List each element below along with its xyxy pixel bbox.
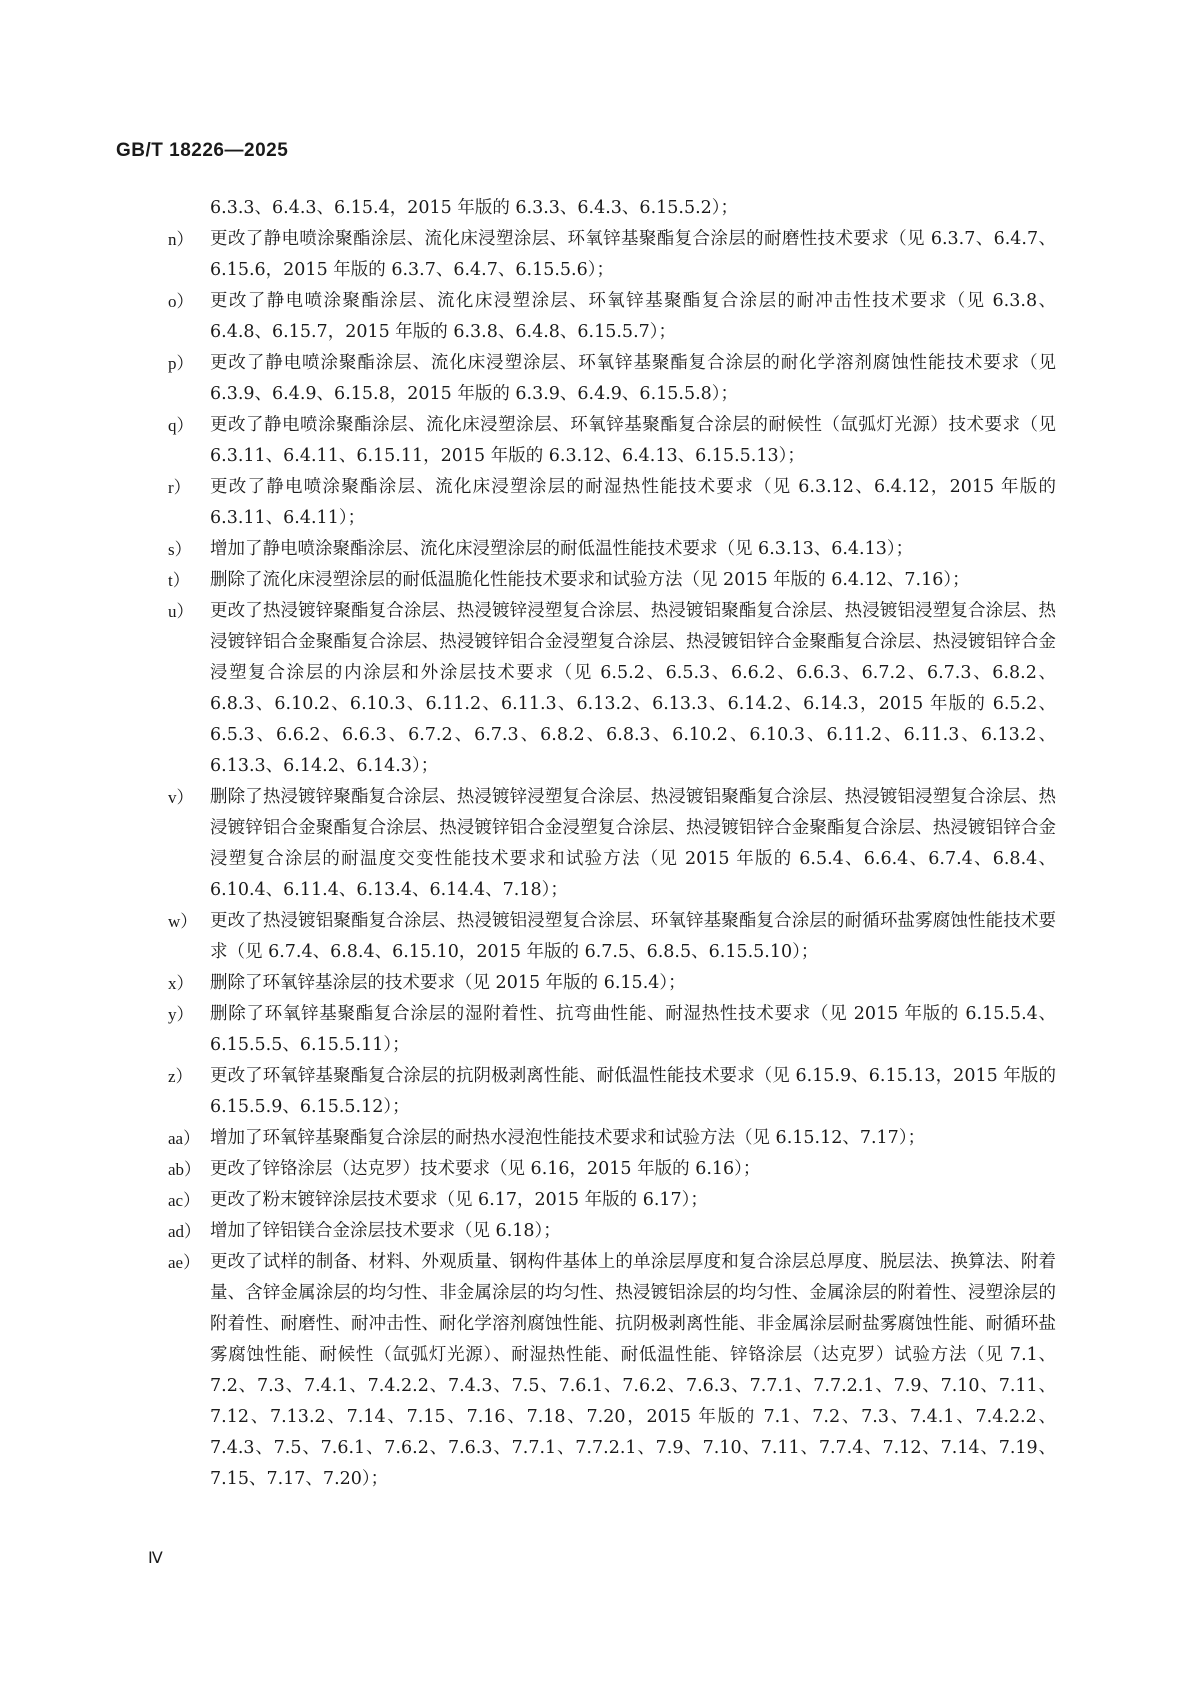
list-item-text: 更改了试样的制备、材料、外观质量、钢构件基体上的单涂层厚度和复合涂层总厚度、脱层法、换算法、附着量、含锌金属涂层的均匀性、非金属涂层的均匀性、热浸镀铝涂层的均匀性、金属涂层的附着性、浸塑涂层的附着性、耐磨性、耐冲击性、耐化学溶剂腐蚀性能、抗阴极剥离性能、非金属涂层耐盐雾腐蚀性能、耐循环盐雾腐蚀性能、耐候性（氙弧灯光源）、耐湿热性能、耐低温性能、锌铬涂层（达克罗）试验方法（见 7.1、7.2、7.3、7.4.1、7.4.2.2、7.4.3、7.5、7.6.1、7.6.2、7.6.3、7.7.1、7.7.2.1、7.9、7.10、7.11、7.12、7.13.2、7.14、7.15、7.16、7.18、7.20，2015 年版的 7.1、7.2、7.3、7.4.1、7.4.2.2、7.4.3、7.5、7.6.1、7.6.2、7.6.3、7.7.1、7.7.2.1、7.9、7.10、7.11、7.7.4、7.12、7.14、7.19、7.15、7.17、7.20）； [210, 1252, 1056, 1489]
list-item [158, 1185, 1056, 1216]
list-item-label: ac） [168, 1191, 201, 1210]
list-item-text: 更改了静电喷涂聚酯涂层、流化床浸塑涂层、环氧锌基聚酯复合涂层的耐化学溶剂腐蚀性能技术要求（见 6.3.9、6.4.9、6.15.8，2015 年版的 6.3.9、6.4.9、6.15.5.8）； [210, 353, 1056, 404]
list-item [158, 1061, 1056, 1123]
list-item-label: r） [168, 478, 191, 497]
list-item [158, 1247, 1056, 1495]
change-list [158, 193, 1056, 1495]
list-item [158, 410, 1056, 472]
list-item [158, 286, 1056, 348]
list-item-label: y） [168, 1005, 194, 1024]
list-item [158, 348, 1056, 410]
list-item-text: 更改了热浸镀铝聚酯复合涂层、热浸镀铝浸塑复合涂层、环氧锌基聚酯复合涂层的耐循环盐雾腐蚀性能技术要求（见 6.7.4、6.8.4、6.15.10，2015 年版的 6.7.5、6.8.5、6.15.5.10）； [210, 911, 1056, 962]
list-item-text: 删除了热浸镀锌聚酯复合涂层、热浸镀锌浸塑复合涂层、热浸镀铝聚酯复合涂层、热浸镀铝浸塑复合涂层、热浸镀锌铝合金聚酯复合涂层、热浸镀锌铝合金浸塑复合涂层、热浸镀铝锌合金聚酯复合涂层、热浸镀铝锌合金浸塑复合涂层的耐温度交变性能技术要求和试验方法（见 2015 年版的 6.5.4、6.6.4、6.7.4、6.8.4、6.10.4、6.11.4、6.13.4、6.14.4、7.18）； [210, 787, 1056, 900]
list-item [158, 906, 1056, 968]
list-item-label: aa） [168, 1129, 201, 1148]
list-item-text: 删除了环氧锌基涂层的技术要求（见 2015 年版的 6.15.4）； [210, 973, 686, 993]
list-item [158, 1216, 1056, 1247]
list-item [158, 565, 1056, 596]
list-item-text: 更改了静电喷涂聚酯涂层、流化床浸塑涂层的耐湿热性能技术要求（见 6.3.12、6.4.12，2015 年版的 6.3.11、6.4.11）； [210, 477, 1056, 528]
list-item-label: x） [168, 974, 194, 993]
list-item [158, 999, 1056, 1061]
list-item-label: v） [168, 788, 194, 807]
list-item-label: o） [168, 292, 194, 311]
list-item-label: p） [168, 354, 194, 373]
list-item [158, 596, 1056, 782]
list-item [158, 472, 1056, 534]
list-item-label: q） [168, 416, 194, 435]
list-item [158, 782, 1056, 906]
list-item-continuation: 6.3.3、6.4.3、6.15.4，2015 年版的 6.3.3、6.4.3、6.15.5.2）； [210, 198, 739, 218]
list-item [158, 224, 1056, 286]
list-item [158, 1123, 1056, 1154]
list-item-text: 更改了热浸镀锌聚酯复合涂层、热浸镀锌浸塑复合涂层、热浸镀铝聚酯复合涂层、热浸镀铝浸塑复合涂层、热浸镀锌铝合金聚酯复合涂层、热浸镀锌铝合金浸塑复合涂层、热浸镀铝锌合金聚酯复合涂层、热浸镀铝锌合金浸塑复合涂层的内涂层和外涂层技术要求（见 6.5.2、6.5.3、6.6.2、6.6.3、6.7.2、6.7.3、6.8.2、6.8.3、6.10.2、6.10.3、6.11.2、6.11.3、6.13.2、6.13.3、6.14.2、6.14.3，2015 年版的 6.5.2、6.5.3、6.6.2、6.6.3、6.7.2、6.7.3、6.8.2、6.8.3、6.10.2、6.10.3、6.11.2、6.11.3、6.13.2、6.13.3、6.14.2、6.14.3）； [210, 601, 1056, 776]
list-item [158, 534, 1056, 565]
list-item-text: 更改了粉末镀锌涂层技术要求（见 6.17，2015 年版的 6.17）； [210, 1190, 708, 1210]
list-item [158, 968, 1056, 999]
list-item-label: w） [168, 912, 198, 931]
list-item-text: 删除了流化床浸塑涂层的耐低温脆化性能技术要求和试验方法（见 2015 年版的 6.4.12、7.16）； [210, 570, 970, 590]
standard-number: GB/T 18226—2025 [116, 140, 289, 161]
list-item-label: s） [168, 540, 192, 559]
list-item [158, 1154, 1056, 1185]
list-item-label: z） [168, 1067, 193, 1086]
list-item-text: 增加了环氧锌基聚酯复合涂层的耐热水浸泡性能技术要求和试验方法（见 6.15.12、7.17）； [210, 1128, 926, 1148]
list-item-label: t） [168, 571, 190, 590]
list-item-text: 更改了锌铬涂层（达克罗）技术要求（见 6.16，2015 年版的 6.16）； [210, 1159, 761, 1179]
list-item-label: u） [168, 602, 194, 621]
list-item-label: ae） [168, 1253, 201, 1272]
list-item-text: 更改了静电喷涂聚酯涂层、流化床浸塑涂层、环氧锌基聚酯复合涂层的耐磨性技术要求（见 6.3.7、6.4.7、6.15.6，2015 年版的 6.3.7、6.4.7、6.15.5.6）； [210, 229, 1056, 280]
list-item-label: n） [168, 230, 194, 249]
list-item-text: 增加了静电喷涂聚酯涂层、流化床浸塑涂层的耐低温性能技术要求（见 6.3.13、6.4.13）； [210, 539, 914, 559]
list-item-text: 删除了环氧锌基聚酯复合涂层的湿附着性、抗弯曲性能、耐湿热性技术要求（见 2015 年版的 6.15.5.4、6.15.5.5、6.15.5.11）； [210, 1004, 1056, 1055]
list-item-label: ad） [168, 1222, 202, 1241]
list-item-text: 更改了静电喷涂聚酯涂层、流化床浸塑涂层、环氧锌基聚酯复合涂层的耐候性（氙弧灯光源）技术要求（见 6.3.11、6.4.11、6.15.11，2015 年版的 6.3.12、6.4.13、6.15.5.13）； [210, 415, 1056, 466]
page-number: Ⅳ [148, 1550, 163, 1567]
list-item-text: 更改了静电喷涂聚酯涂层、流化床浸塑涂层、环氧锌基聚酯复合涂层的耐冲击性技术要求（见 6.3.8、6.4.8、6.15.7，2015 年版的 6.3.8、6.4.8、6.15.5.7）； [210, 291, 1056, 342]
list-item-text: 增加了锌铝镁合金涂层技术要求（见 6.18）； [210, 1221, 561, 1241]
list-item-text: 更改了环氧锌基聚酯复合涂层的抗阴极剥离性能、耐低温性能技术要求（见 6.15.9、6.15.13，2015 年版的 6.15.5.9、6.15.5.12）； [210, 1066, 1056, 1117]
list-item-label: ab） [168, 1160, 202, 1179]
